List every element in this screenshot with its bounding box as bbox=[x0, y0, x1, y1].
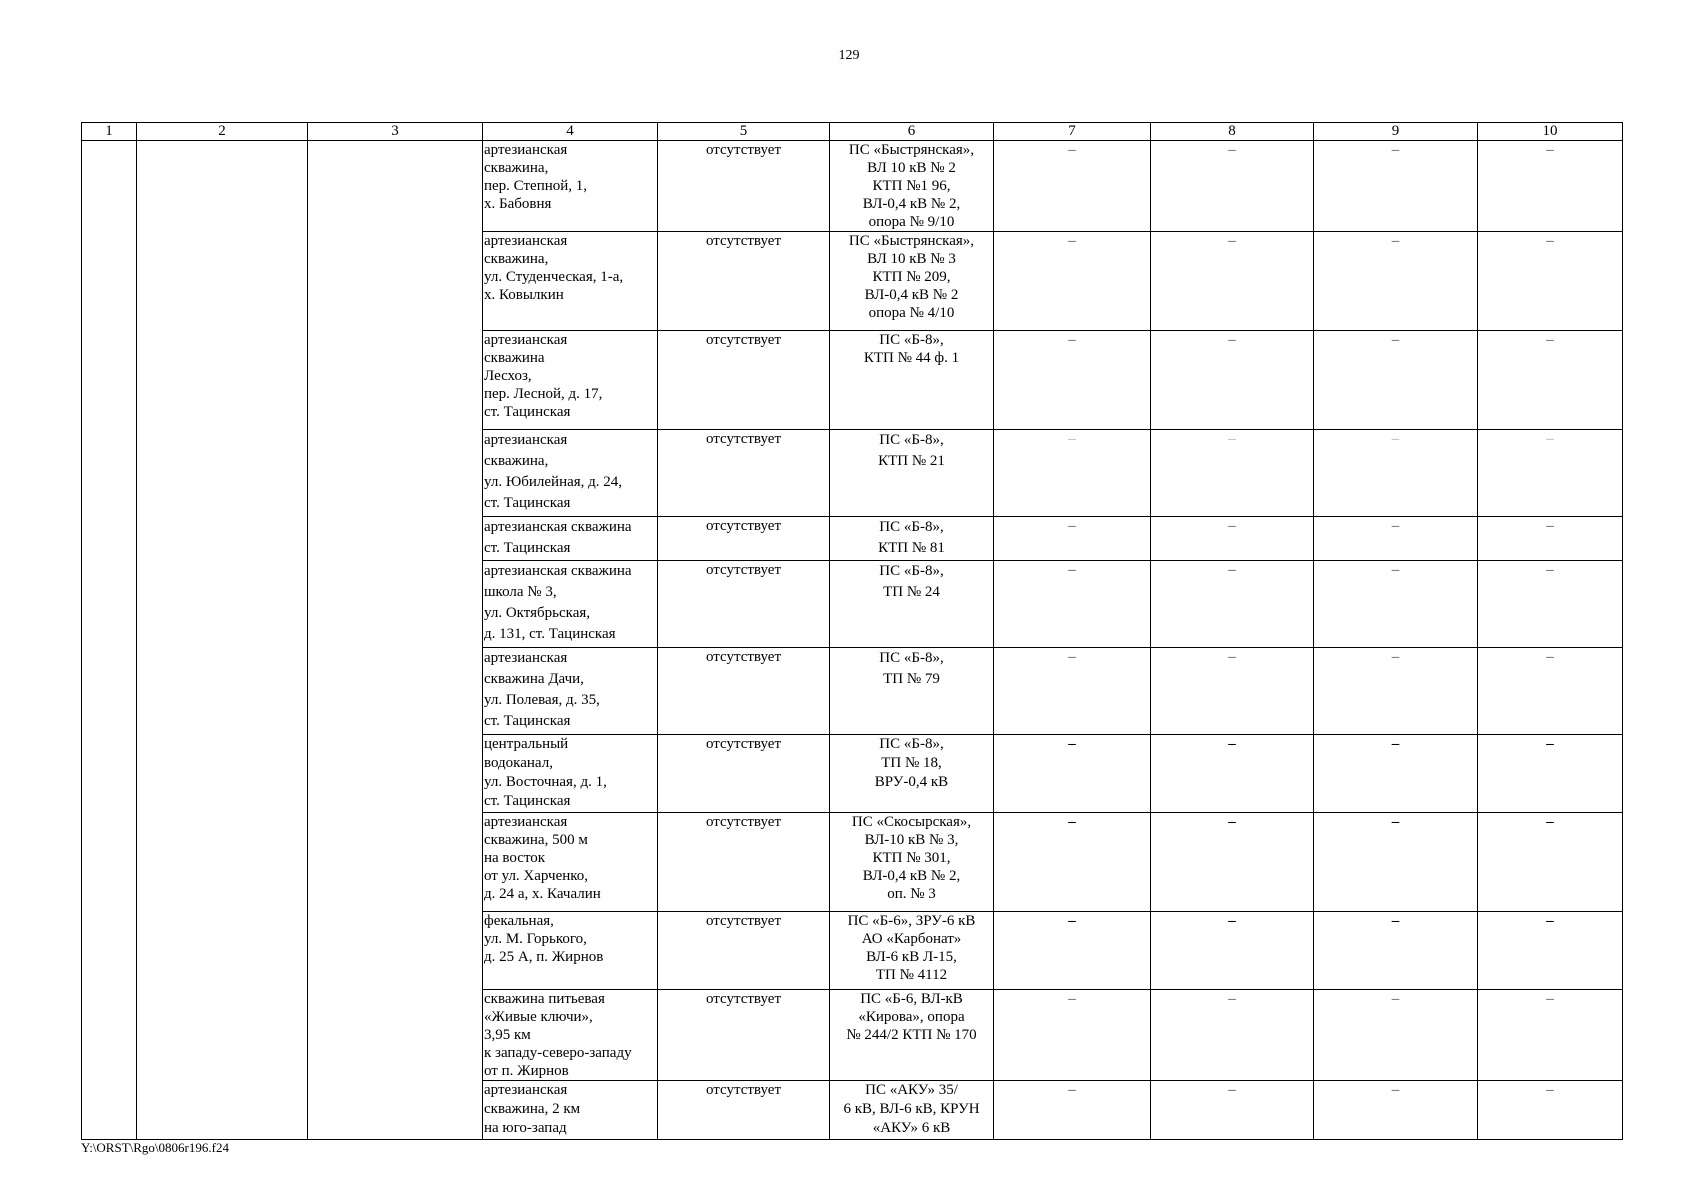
object-cell: артезианская скважина ст. Тацинская bbox=[483, 517, 658, 561]
cell-col8: – bbox=[1151, 813, 1314, 912]
supply-cell: ПС «Б-8», КТП № 21 bbox=[830, 430, 994, 517]
cell-col8: – bbox=[1151, 912, 1314, 990]
status-cell: отсутствует bbox=[658, 990, 830, 1081]
cell-col3-merged bbox=[308, 141, 483, 1140]
status-cell: отсутствует bbox=[658, 813, 830, 912]
object-cell: скважина питьевая «Живые ключи», 3,95 км к западу-северо-западу от п. Жирнов bbox=[483, 990, 658, 1081]
object-cell: артезианская скважина школа № 3, ул. Октябрьская, д. 131, ст. Тацинская bbox=[483, 561, 658, 648]
cell-col9: – bbox=[1314, 430, 1478, 517]
supply-cell: ПС «Б-8», ТП № 24 bbox=[830, 561, 994, 648]
cell-col7: – bbox=[994, 331, 1151, 430]
cell-col8: – bbox=[1151, 561, 1314, 648]
cell-col9: – bbox=[1314, 912, 1478, 990]
col-header-10: 10 bbox=[1478, 123, 1623, 141]
status-cell: отсутствует bbox=[658, 735, 830, 813]
col-header-6: 6 bbox=[830, 123, 994, 141]
col-header-8: 8 bbox=[1151, 123, 1314, 141]
data-table bbox=[81, 122, 1623, 1140]
object-cell: артезианская скважина, 500 м на восток от ул. Харченко, д. 24 а, х. Качалин bbox=[483, 813, 658, 912]
object-cell: фекальная, ул. М. Горького, д. 25 А, п. Жирнов bbox=[483, 912, 658, 990]
supply-cell: ПС «АКУ» 35/ 6 кВ, ВЛ-6 кВ, КРУН «АКУ» 6 кВ bbox=[830, 1081, 994, 1140]
cell-col9: – bbox=[1314, 648, 1478, 735]
cell-col10: – bbox=[1478, 561, 1623, 648]
cell-col10: – bbox=[1478, 517, 1623, 561]
page-number: 129 bbox=[838, 48, 860, 63]
cell-col9: – bbox=[1314, 813, 1478, 912]
object-cell: артезианская скважина, 2 км на юго-запад bbox=[483, 1081, 658, 1140]
cell-col8: – bbox=[1151, 331, 1314, 430]
cell-col8: – bbox=[1151, 1081, 1314, 1140]
cell-col9: – bbox=[1314, 990, 1478, 1081]
cell-col7: – bbox=[994, 141, 1151, 232]
object-cell: центральный водоканал, ул. Восточная, д. 1, ст. Тацинская bbox=[483, 735, 658, 813]
supply-cell: ПС «Быстрянская», ВЛ 10 кВ № 3 КТП № 209, ВЛ-0,4 кВ № 2 опора № 4/10 bbox=[830, 232, 994, 331]
cell-col10: – bbox=[1478, 141, 1623, 232]
cell-col7: – bbox=[994, 813, 1151, 912]
cell-col10: – bbox=[1478, 232, 1623, 331]
cell-col7: – bbox=[994, 430, 1151, 517]
cell-col9: – bbox=[1314, 331, 1478, 430]
cell-col7: – bbox=[994, 1081, 1151, 1140]
object-cell: артезианская скважина Лесхоз, пер. Лесной, д. 17, ст. Тацинская bbox=[483, 331, 658, 430]
status-cell: отсутствует bbox=[658, 141, 830, 232]
supply-cell: ПС «Быстрянская», ВЛ 10 кВ № 2 КТП №1 96, ВЛ-0,4 кВ № 2, опора № 9/10 bbox=[830, 141, 994, 232]
cell-col10: – bbox=[1478, 990, 1623, 1081]
cell-col9: – bbox=[1314, 1081, 1478, 1140]
supply-cell: ПС «Б-8», ТП № 18, ВРУ-0,4 кВ bbox=[830, 735, 994, 813]
cell-col8: – bbox=[1151, 430, 1314, 517]
supply-cell: ПС «Б-8», КТП № 81 bbox=[830, 517, 994, 561]
cell-col10: – bbox=[1478, 430, 1623, 517]
col-header-2: 2 bbox=[137, 123, 308, 141]
cell-col9: – bbox=[1314, 141, 1478, 232]
object-cell: артезианская скважина, пер. Степной, 1, х. Бабовня bbox=[483, 141, 658, 232]
col-header-1: 1 bbox=[82, 123, 137, 141]
col-header-9: 9 bbox=[1314, 123, 1478, 141]
cell-col8: – bbox=[1151, 232, 1314, 331]
cell-col7: – bbox=[994, 735, 1151, 813]
supply-cell: ПС «Б-6», ЗРУ-6 кВ АО «Карбонат» ВЛ-6 кВ Л-15, ТП № 4112 bbox=[830, 912, 994, 990]
status-cell: отсутствует bbox=[658, 648, 830, 735]
cell-col10: – bbox=[1478, 1081, 1623, 1140]
status-cell: отсутствует bbox=[658, 331, 830, 430]
status-cell: отсутствует bbox=[658, 430, 830, 517]
cell-col8: – bbox=[1151, 735, 1314, 813]
cell-col8: – bbox=[1151, 648, 1314, 735]
cell-col7: – bbox=[994, 990, 1151, 1081]
object-cell: артезианская скважина, ул. Студенческая, 1-а, х. Ковылкин bbox=[483, 232, 658, 331]
footer-file-path: Y:\ORST\Rgo\0806r196.f24 bbox=[81, 1140, 229, 1155]
col-header-3: 3 bbox=[308, 123, 483, 141]
supply-cell: ПС «Скосырская», ВЛ-10 кВ № 3, КТП № 301, ВЛ-0,4 кВ № 2, оп. № 3 bbox=[830, 813, 994, 912]
supply-cell: ПС «Б-6, ВЛ-кВ «Кирова», опора № 244/2 КТП № 170 bbox=[830, 990, 994, 1081]
status-cell: отсутствует bbox=[658, 1081, 830, 1140]
cell-col8: – bbox=[1151, 141, 1314, 232]
supply-cell: ПС «Б-8», КТП № 44 ф. 1 bbox=[830, 331, 994, 430]
cell-col7: – bbox=[994, 517, 1151, 561]
col-header-7: 7 bbox=[994, 123, 1151, 141]
cell-col10: – bbox=[1478, 648, 1623, 735]
col-header-5: 5 bbox=[658, 123, 830, 141]
cell-col9: – bbox=[1314, 232, 1478, 331]
status-cell: отсутствует bbox=[658, 912, 830, 990]
cell-col2-merged bbox=[137, 141, 308, 1140]
cell-col9: – bbox=[1314, 517, 1478, 561]
status-cell: отсутствует bbox=[658, 232, 830, 331]
cell-col1-merged bbox=[82, 141, 137, 1140]
object-cell: артезианская скважина Дачи, ул. Полевая, д. 35, ст. Тацинская bbox=[483, 648, 658, 735]
status-cell: отсутствует bbox=[658, 561, 830, 648]
col-header-4: 4 bbox=[483, 123, 658, 141]
cell-col8: – bbox=[1151, 990, 1314, 1081]
object-cell: артезианская скважина, ул. Юбилейная, д. 24, ст. Тацинская bbox=[483, 430, 658, 517]
cell-col10: – bbox=[1478, 912, 1623, 990]
table-row bbox=[82, 141, 1623, 232]
cell-col7: – bbox=[994, 912, 1151, 990]
cell-col10: – bbox=[1478, 735, 1623, 813]
cell-col10: – bbox=[1478, 331, 1623, 430]
header-row bbox=[82, 123, 1623, 141]
supply-cell: ПС «Б-8», ТП № 79 bbox=[830, 648, 994, 735]
cell-col9: – bbox=[1314, 561, 1478, 648]
cell-col7: – bbox=[994, 648, 1151, 735]
status-cell: отсутствует bbox=[658, 517, 830, 561]
cell-col8: – bbox=[1151, 517, 1314, 561]
cell-col9: – bbox=[1314, 735, 1478, 813]
cell-col7: – bbox=[994, 232, 1151, 331]
cell-col7: – bbox=[994, 561, 1151, 648]
cell-col10: – bbox=[1478, 813, 1623, 912]
